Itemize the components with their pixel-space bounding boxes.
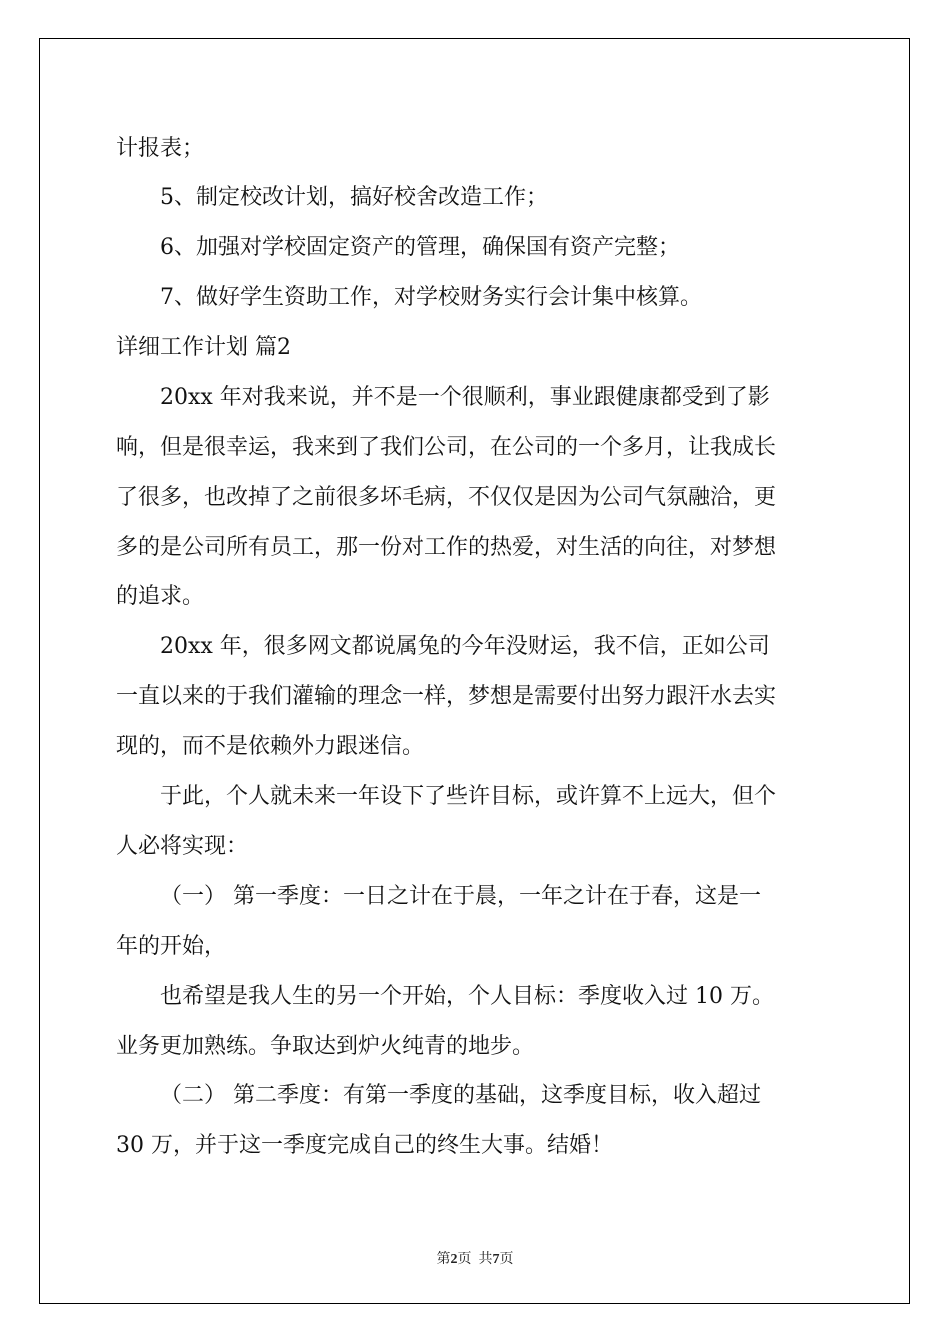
text-line: 了很多，也改掉了之前很多坏毛病，不仅仅是因为公司气氛融洽，更 xyxy=(116,485,777,510)
list-item: 7、做好学生资助工作，对学校财务实行会计集中核算。 xyxy=(160,285,702,310)
text-line: 的追求。 xyxy=(116,584,205,609)
text-line: 30 万，并于这一季度完成自己的终生大事。结婚！ xyxy=(116,1133,613,1158)
page-footer xyxy=(0,1248,950,1268)
list-item: 5、制定校改计划，搞好校舍改造工作； xyxy=(160,185,548,210)
text-line: 20xx 年对我来说，并不是一个很顺利，事业跟健康都受到了影 xyxy=(160,385,770,410)
text-line: 多的是公司所有员工，那一份对工作的热爱，对生活的向往，对梦想 xyxy=(116,535,777,560)
text-line: 业务更加熟练。争取达到炉火纯青的地步。 xyxy=(116,1034,535,1059)
text-line: （二） 第二季度：有第一季度的基础，这季度目标，收入超过 xyxy=(160,1083,761,1108)
section-heading: 详细工作计划 篇2 xyxy=(116,335,291,360)
text-line: 计报表； xyxy=(116,136,205,161)
text-line: 响，但是很幸运，我来到了我们公司，在公司的一个多月，让我成长 xyxy=(116,435,777,460)
list-item: 6、加强对学校固定资产的管理，确保国有资产完整； xyxy=(160,235,680,260)
text-line: 年的开始， xyxy=(116,934,227,959)
page-number: 2 xyxy=(450,1252,458,1267)
text-line: 现的，而不是依赖外力跟迷信。 xyxy=(116,734,425,759)
text-line: 一直以来的于我们灌输的理念一样，梦想是需要付出努力跟汗水去实 xyxy=(116,684,777,709)
text-line: 于此，个人就未来一年设下了些许目标，或许算不上远大，但个 xyxy=(160,784,777,809)
text-line: 人必将实现： xyxy=(116,834,249,859)
total-pages: 7 xyxy=(492,1252,500,1267)
text-line: （一） 第一季度：一日之计在于晨，一年之计在于春，这是一 xyxy=(160,884,761,909)
footer-prefix: 第 xyxy=(436,1252,451,1267)
page-border xyxy=(39,38,910,1304)
footer-suffix: 页 xyxy=(499,1252,514,1267)
text-line: 20xx 年，很多网文都说属兔的今年没财运，我不信，正如公司 xyxy=(160,634,770,659)
text-line: 也希望是我人生的另一个开始，个人目标：季度收入过 10 万。 xyxy=(160,984,774,1009)
footer-mid: 页 共 xyxy=(457,1252,493,1267)
